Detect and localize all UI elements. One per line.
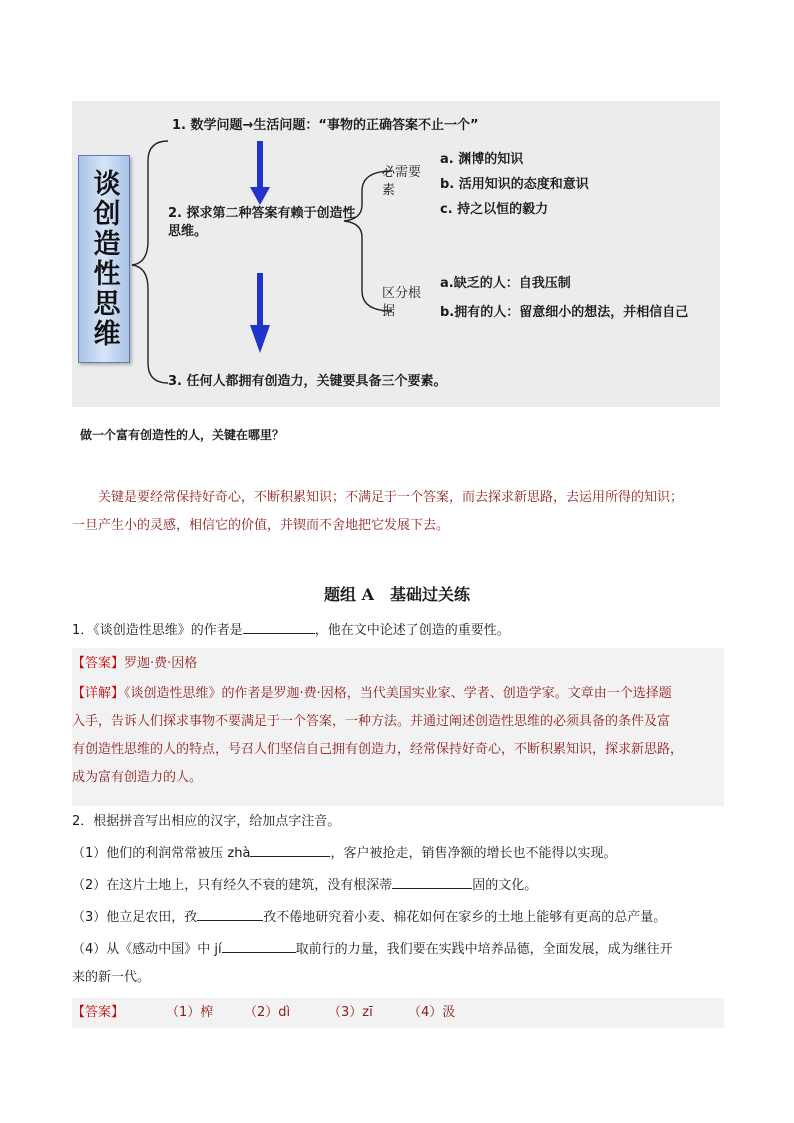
question-2-sentence-1 (72, 840, 616, 867)
mind-map-connectors (72, 101, 720, 407)
answer-tag: 【答案】 (72, 1005, 125, 1020)
detail-line: 《谈创造性思维》的作者是罗迦·费·因格，当代美国实业家、学者、创造学家。文章由一个选择题 (124, 686, 672, 701)
mind-map-diagram (72, 101, 720, 407)
answer-blank (243, 619, 315, 634)
answer-item: （1）榨 (166, 1005, 214, 1020)
detail-line: 入手，告诉人们探求事物不要满足于一个答案，一种方法。并通过阐述创造性思维的必须具备的条件及富 (72, 714, 671, 729)
question-2-title: 2．根据拼音写出相应的汉字，给加点字注音。 (72, 814, 341, 829)
sentence-part: （3）他立足农田，孜 (72, 910, 198, 925)
guiding-question: 做一个富有创造性的人，关键在哪里？ (80, 428, 285, 442)
answer-blank (197, 906, 263, 921)
question-2-sentence-3 (72, 904, 666, 931)
answer-item: （4）汲 (408, 1005, 456, 1020)
branch-2-label: 区分根据 (382, 286, 422, 319)
sentence-part: （1）他们的利润常常被压 zhà (72, 846, 251, 861)
sentence-part: （4）从《感动中国》中 jí (72, 942, 222, 957)
answer-blank (392, 874, 472, 889)
sentence-part: （2）在这片土地上，只有经久不衰的建筑，没有根深蒂 (72, 878, 393, 893)
detail-tag: 【详解】 (72, 686, 125, 701)
answer-item: （3）zī (328, 1005, 373, 1020)
answer-item: （2）dì (244, 1005, 291, 1020)
branch-1-item: a. 渊博的知识 (440, 152, 524, 167)
detail-line: 有创造性思维的人的特点，号召人们坚信自己拥有创造力，经常保持好奇心，不断积累知识，探求新思路， (72, 742, 684, 757)
question-1 (72, 617, 510, 644)
branch-1-label: 必需要素 (382, 165, 422, 198)
branch-2-item: b.拥有的人：留意细小的想法，并相信自己 (440, 305, 689, 320)
section-title: 题组 A 基础过关练 (324, 585, 470, 604)
answer-blank (250, 842, 330, 857)
question-2-answer-box (72, 998, 724, 1028)
detail-line: 成为富有创造力的人。 (72, 770, 203, 785)
question-1-prefix: 1．《谈创造性思维》的作者是 (72, 623, 243, 638)
sentence-part: 取前行的力量，我们要在实践中培养品德，全面发展，成为继往开 (295, 942, 673, 957)
sentence-part: 固的文化。 (472, 878, 538, 893)
question-2-sentence-4-cont: 来的新一代。 (72, 970, 151, 985)
step-3: 3. 任何人都拥有创造力，关键要具备三个要素。 (168, 374, 447, 389)
answer-paragraph-line: 关键是要经常保持好奇心，不断积累知识；不满足于一个答案，而去探求新思路，去运用所得的知识； (98, 490, 684, 505)
diagram-title-box (78, 155, 130, 363)
sentence-part: ，客户被抢走，销售净额的增长也不能得以实现。 (330, 846, 617, 861)
sentence-part: 孜不倦地研究着小麦、棉花如何在家乡的土地上能够有更高的总产量。 (263, 910, 667, 925)
question-1-answer-box (72, 648, 724, 806)
answer-blank (222, 938, 296, 953)
answer-text: 罗迦·费·因格 (124, 656, 198, 671)
answer-tag: 【答案】 (72, 656, 125, 671)
question-2-sentence-4 (72, 936, 673, 963)
branch-2-item: a.缺乏的人：自我压制 (440, 276, 571, 291)
branch-1-item: b. 活用知识的态度和意识 (440, 177, 589, 192)
step-1: 1. 数学问题→生活问题：“事物的正确答案不止一个” (172, 118, 479, 133)
answer-paragraph-line: 一旦产生小的灵感，相信它的价值，并锲而不舍地把它发展下去。 (72, 518, 450, 533)
question-2-sentence-2 (72, 872, 537, 899)
step-2: 2. 探求第二种答案有赖于创造性思维。 (168, 206, 356, 239)
diagram-title: 谈创造性思维 (88, 169, 120, 349)
question-1-suffix: ，他在文中论述了创造的重要性。 (314, 623, 510, 638)
branch-1-item: c. 持之以恒的毅力 (440, 202, 549, 217)
